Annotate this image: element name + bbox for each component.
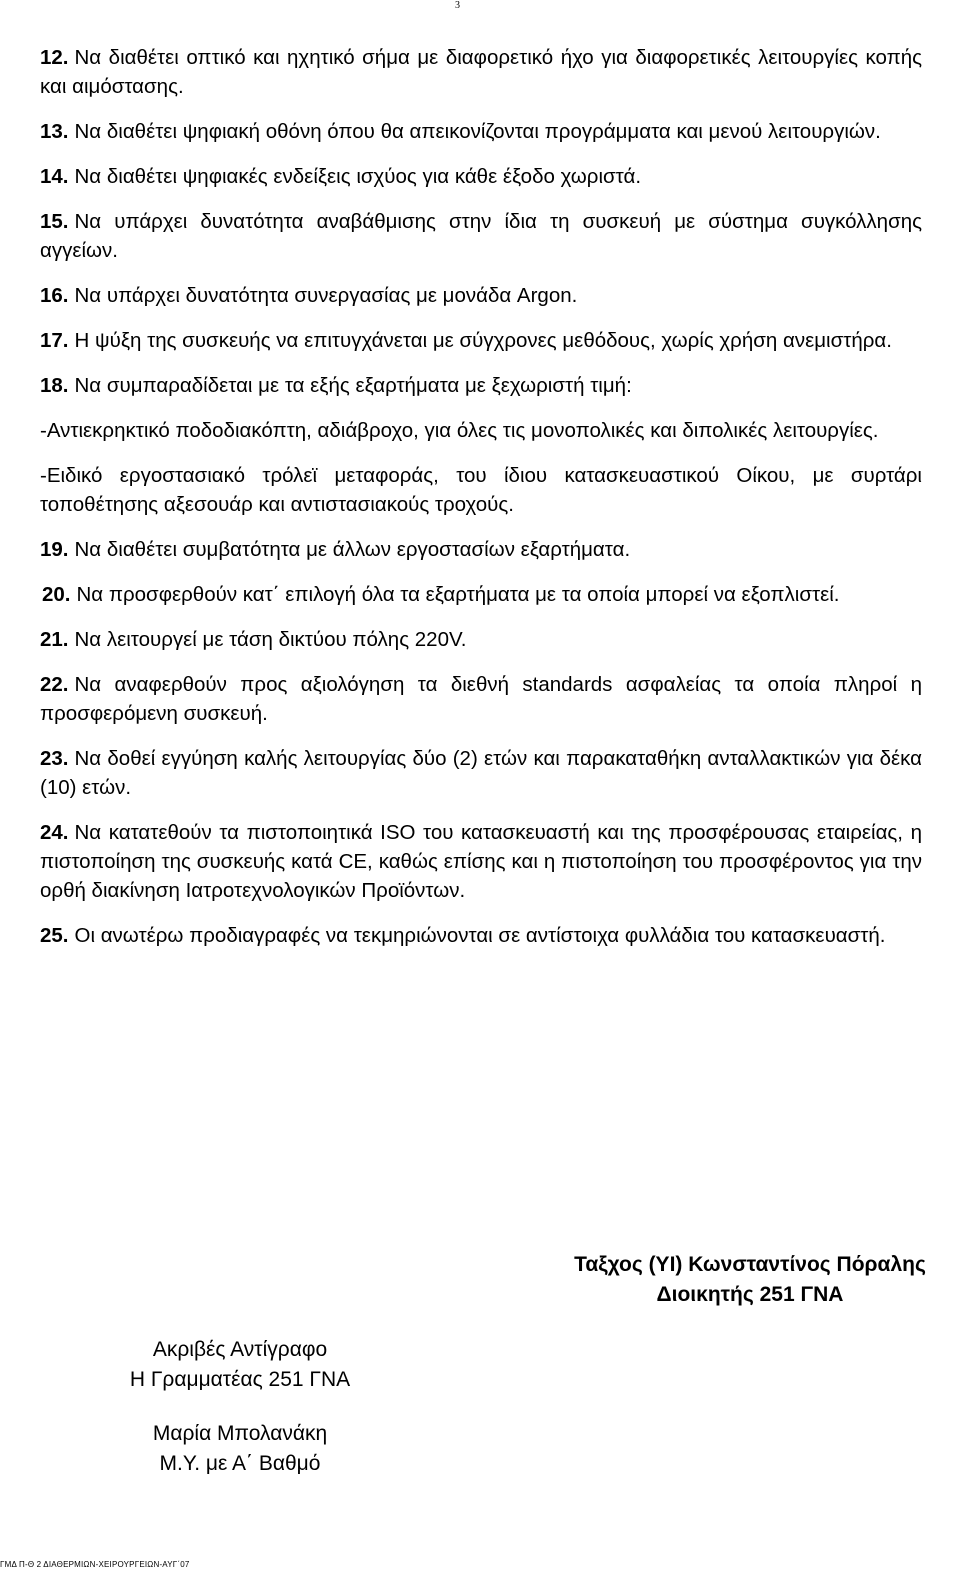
item-number: 20. bbox=[42, 583, 71, 606]
item-number: 18. bbox=[40, 374, 69, 397]
item-text: Να διαθέτει συμβατότητα με άλλων εργοστασίων εξαρτήματα. bbox=[74, 538, 631, 561]
item-text: Να λειτουργεί με τάση δικτύου πόλης 220V. bbox=[74, 628, 467, 651]
list-item bbox=[30, 162, 922, 191]
list-item bbox=[30, 625, 922, 654]
document-footer-code: ΓΜΔ Π-Θ 2 ΔΙΑΘΕΡΜΙΩΝ-ΧΕΙΡΟΥΡΓΕΙΩΝ-ΑΥΓ΄07 bbox=[0, 1560, 190, 1569]
spec-list bbox=[30, 43, 922, 966]
list-item bbox=[30, 921, 922, 950]
commander-name: Ταξχος (ΥΙ) Κωνσταντίνος Πόραλης bbox=[574, 1253, 926, 1276]
item-number: 12. bbox=[40, 46, 69, 69]
item-text: Η ψύξη της συσκευής να επιτυγχάνεται με σύγχρονες μεθόδους, χωρίς χρήση ανεμιστήρα. bbox=[74, 329, 892, 352]
item-number: 15. bbox=[40, 210, 69, 233]
item-text: Οι ανωτέρω προδιαγραφές να τεκμηριώνονται σε αντίστοιχα φυλλάδια του κατασκευαστή. bbox=[74, 924, 886, 947]
item-text: Να δοθεί εγγύηση καλής λειτουργίας δύο (2) ετών και παρακαταθήκη ανταλλακτικών για δέκα (10) ετών. bbox=[40, 747, 922, 799]
commander-title: Διοικητής 251 ΓΝΑ bbox=[656, 1283, 844, 1306]
list-item bbox=[30, 670, 922, 728]
list-item bbox=[30, 43, 922, 101]
item-text: Να διαθέτει οπτικό και ηχητικό σήμα με διαφορετικό ήχο για διαφορετικές λειτουργίες κοπής και αιμόστασης. bbox=[40, 46, 922, 98]
item-text: Να διαθέτει ψηφιακές ενδείξεις ισχύος για κάθε έξοδο χωριστά. bbox=[74, 165, 642, 188]
certified-copy-block bbox=[90, 1335, 390, 1479]
list-item bbox=[30, 326, 922, 355]
item-number: 16. bbox=[40, 284, 69, 307]
item-number: 24. bbox=[40, 821, 69, 844]
item-number: 21. bbox=[40, 628, 69, 651]
item-number: 14. bbox=[40, 165, 69, 188]
list-item bbox=[30, 117, 922, 146]
secretary-rank: Μ.Υ. με Α΄ Βαθμό bbox=[159, 1452, 321, 1475]
list-item bbox=[30, 207, 922, 265]
accessory-item: -Ειδικό εργοστασιακό τρόλεϊ μεταφοράς, του ίδιου κατασκευαστικού Οίκου, με συρτάρι τοποθέτησης αξεσουάρ και αντιστασιακούς τροχούς. bbox=[40, 464, 922, 516]
item-number: 17. bbox=[40, 329, 69, 352]
item-number: 19. bbox=[40, 538, 69, 561]
list-item bbox=[30, 818, 922, 905]
item-number: 22. bbox=[40, 673, 69, 696]
item-text: Να συμπαραδίδεται με τα εξής εξαρτήματα με ξεχωριστή τιμή: bbox=[74, 374, 632, 397]
item-number: 23. bbox=[40, 747, 69, 770]
page-number: 3 bbox=[455, 0, 460, 11]
accessory-item: -Αντιεκρηκτικό ποδοδιακόπτη, αδιάβροχο, για όλες τις μονοπολικές και διπολικές λειτουργίες. bbox=[40, 419, 879, 442]
item-text: Να προσφερθούν κατ΄ επιλογή όλα τα εξαρτήματα με τα οποία μπορεί να εξοπλιστεί. bbox=[76, 583, 840, 606]
item-number: 25. bbox=[40, 924, 69, 947]
item-text: Να υπάρχει δυνατότητα συνεργασίας με μονάδα Argon. bbox=[74, 284, 578, 307]
secretary-name: Μαρία Μπολανάκη bbox=[152, 1422, 328, 1445]
list-item bbox=[30, 371, 922, 400]
commander-signature-block bbox=[540, 1250, 960, 1310]
list-item bbox=[30, 744, 922, 802]
item-text: Να διαθέτει ψηφιακή οθόνη όπου θα απεικονίζονται προγράμματα και μενού λειτουργιών. bbox=[74, 120, 881, 143]
item-text: Να υπάρχει δυνατότητα αναβάθμισης στην ίδια τη συσκευή με σύστημα συγκόλλησης αγγείων. bbox=[40, 210, 922, 262]
item-text: Να κατατεθούν τα πιστοποιητικά ISO του κατασκευαστή και της προσφέρουσας εταιρείας, η πιστοποίηση της συσκευής κατά CE, καθώς επίσης και η πιστοποίηση του προσφέροντος για την ορθή διακίνηση Ιατροτεχνολογικών Προϊόντων. bbox=[40, 821, 922, 902]
list-item bbox=[0, 580, 922, 609]
list-item bbox=[30, 281, 922, 310]
certified-copy-label: Ακριβές Αντίγραφο bbox=[152, 1338, 328, 1361]
item-text: Να αναφερθούν προς αξιολόγηση τα διεθνή standards ασφαλείας τα οποία πληροί η προσφερόμενη συσκευή. bbox=[40, 673, 922, 725]
item-number: 13. bbox=[40, 120, 69, 143]
secretary-title: Η Γραμματέας 251 ΓΝΑ bbox=[129, 1368, 351, 1391]
list-item bbox=[30, 535, 922, 564]
